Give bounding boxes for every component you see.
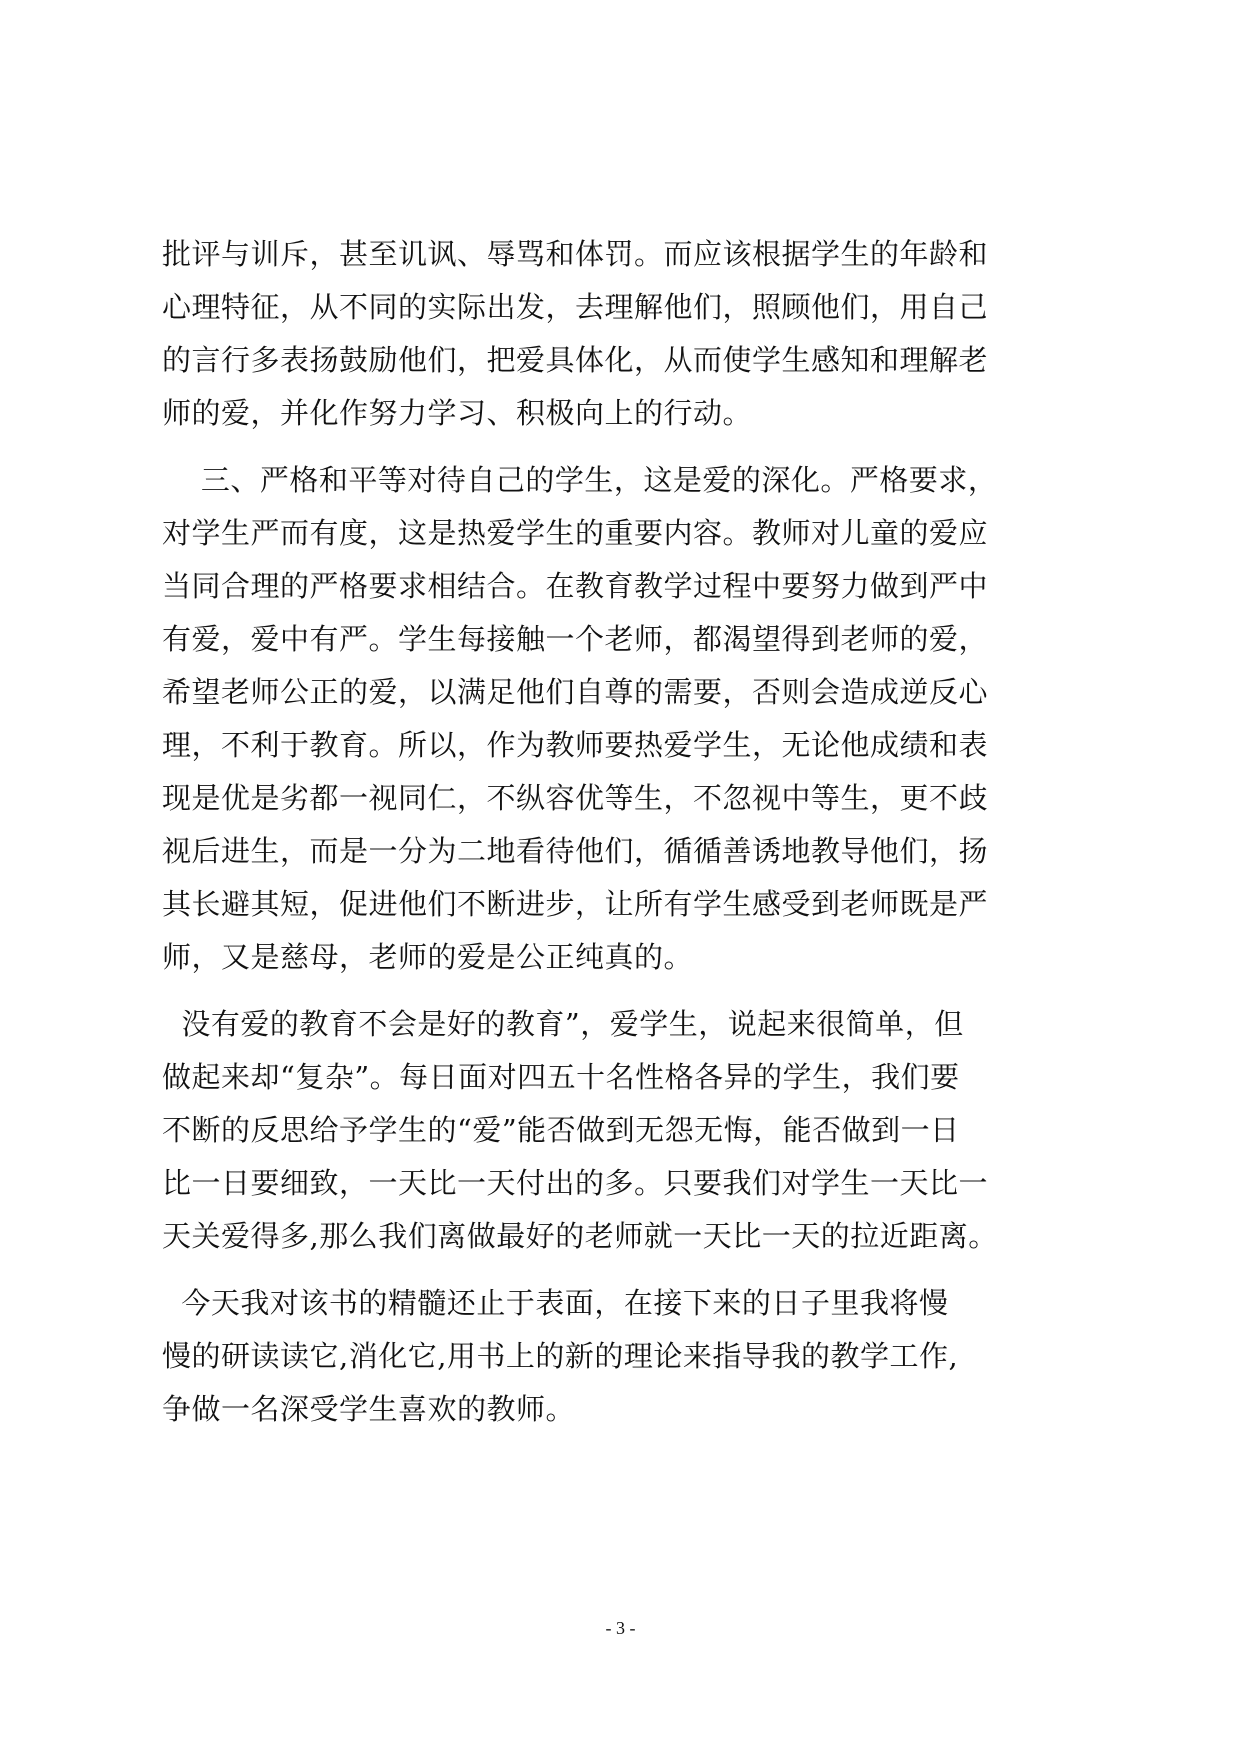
text-line: 比一日要细致，一天比一天付出的多。只要我们对学生一天比一 bbox=[162, 1166, 989, 1200]
document-body bbox=[162, 228, 1092, 1436]
text-line: 的言行多表扬鼓励他们，把爱具体化，从而使学生感知和理解老 bbox=[162, 343, 989, 377]
text-line: 师的爱，并化作努力学习、积极向上的行动。 bbox=[162, 396, 753, 430]
paragraph bbox=[162, 1277, 1092, 1436]
paragraph-gap bbox=[162, 440, 1092, 454]
text-line: 希望老师公正的爱，以满足他们自尊的需要，否则会造成逆反心 bbox=[162, 675, 989, 709]
text-line: 有爱，爱中有严。学生每接触一个老师，都渴望得到老师的爱， bbox=[162, 622, 989, 656]
text-line: 做起来却“复杂”。每日面对四五十名性格各异的学生，我们要 bbox=[162, 1060, 960, 1094]
text-line: 不断的反思给予学生的“爱”能否做到无怨无悔，能否做到一日 bbox=[162, 1113, 960, 1147]
page-number: - 3 - bbox=[605, 1618, 636, 1638]
text-line: 其长避其短，促进他们不断进步，让所有学生感受到老师既是严 bbox=[162, 887, 989, 921]
paragraph bbox=[162, 228, 1092, 440]
paragraph bbox=[162, 454, 1092, 984]
text-line: 视后进生，而是一分为二地看待他们，循循善诱地教导他们，扬 bbox=[162, 834, 989, 868]
paragraph-gap bbox=[162, 1263, 1092, 1277]
text-line: 慢的研读读它,消化它,用书上的新的理论来指导我的教学工作, bbox=[162, 1339, 959, 1373]
text-line: 批评与训斥，甚至讥讽、辱骂和体罚。而应该根据学生的年龄和 bbox=[162, 237, 989, 271]
text-line: 三、严格和平等对待自己的学生，这是爱的深化。严格要求， bbox=[162, 463, 998, 497]
paragraph-gap bbox=[162, 984, 1092, 998]
text-line: 现是优是劣都一视同仁，不纵容优等生，不忽视中等生，更不歧 bbox=[162, 781, 989, 815]
text-line: 心理特征，从不同的实际出发，去理解他们，照顾他们，用自己 bbox=[162, 290, 989, 324]
text-line: 理，不利于教育。所以，作为教师要热爱学生，无论他成绩和表 bbox=[162, 728, 989, 762]
text-line: 师，又是慈母，老师的爱是公正纯真的。 bbox=[162, 940, 694, 974]
text-line: 争做一名深受学生喜欢的教师。 bbox=[162, 1392, 576, 1426]
text-line: 没有爱的教育不会是好的教育”，爱学生，说起来很简单，但 bbox=[162, 1007, 964, 1041]
text-line: 天关爱得多,那么我们离做最好的老师就一天比一天的拉近距离。 bbox=[162, 1219, 998, 1253]
text-line: 当同合理的严格要求相结合。在教育教学过程中要努力做到严中 bbox=[162, 569, 989, 603]
text-line: 对学生严而有度，这是热爱学生的重要内容。教师对儿童的爱应 bbox=[162, 516, 989, 550]
paragraph bbox=[162, 998, 1092, 1263]
text-line: 今天我对该书的精髓还止于表面，在接下来的日子里我将慢 bbox=[162, 1286, 949, 1320]
